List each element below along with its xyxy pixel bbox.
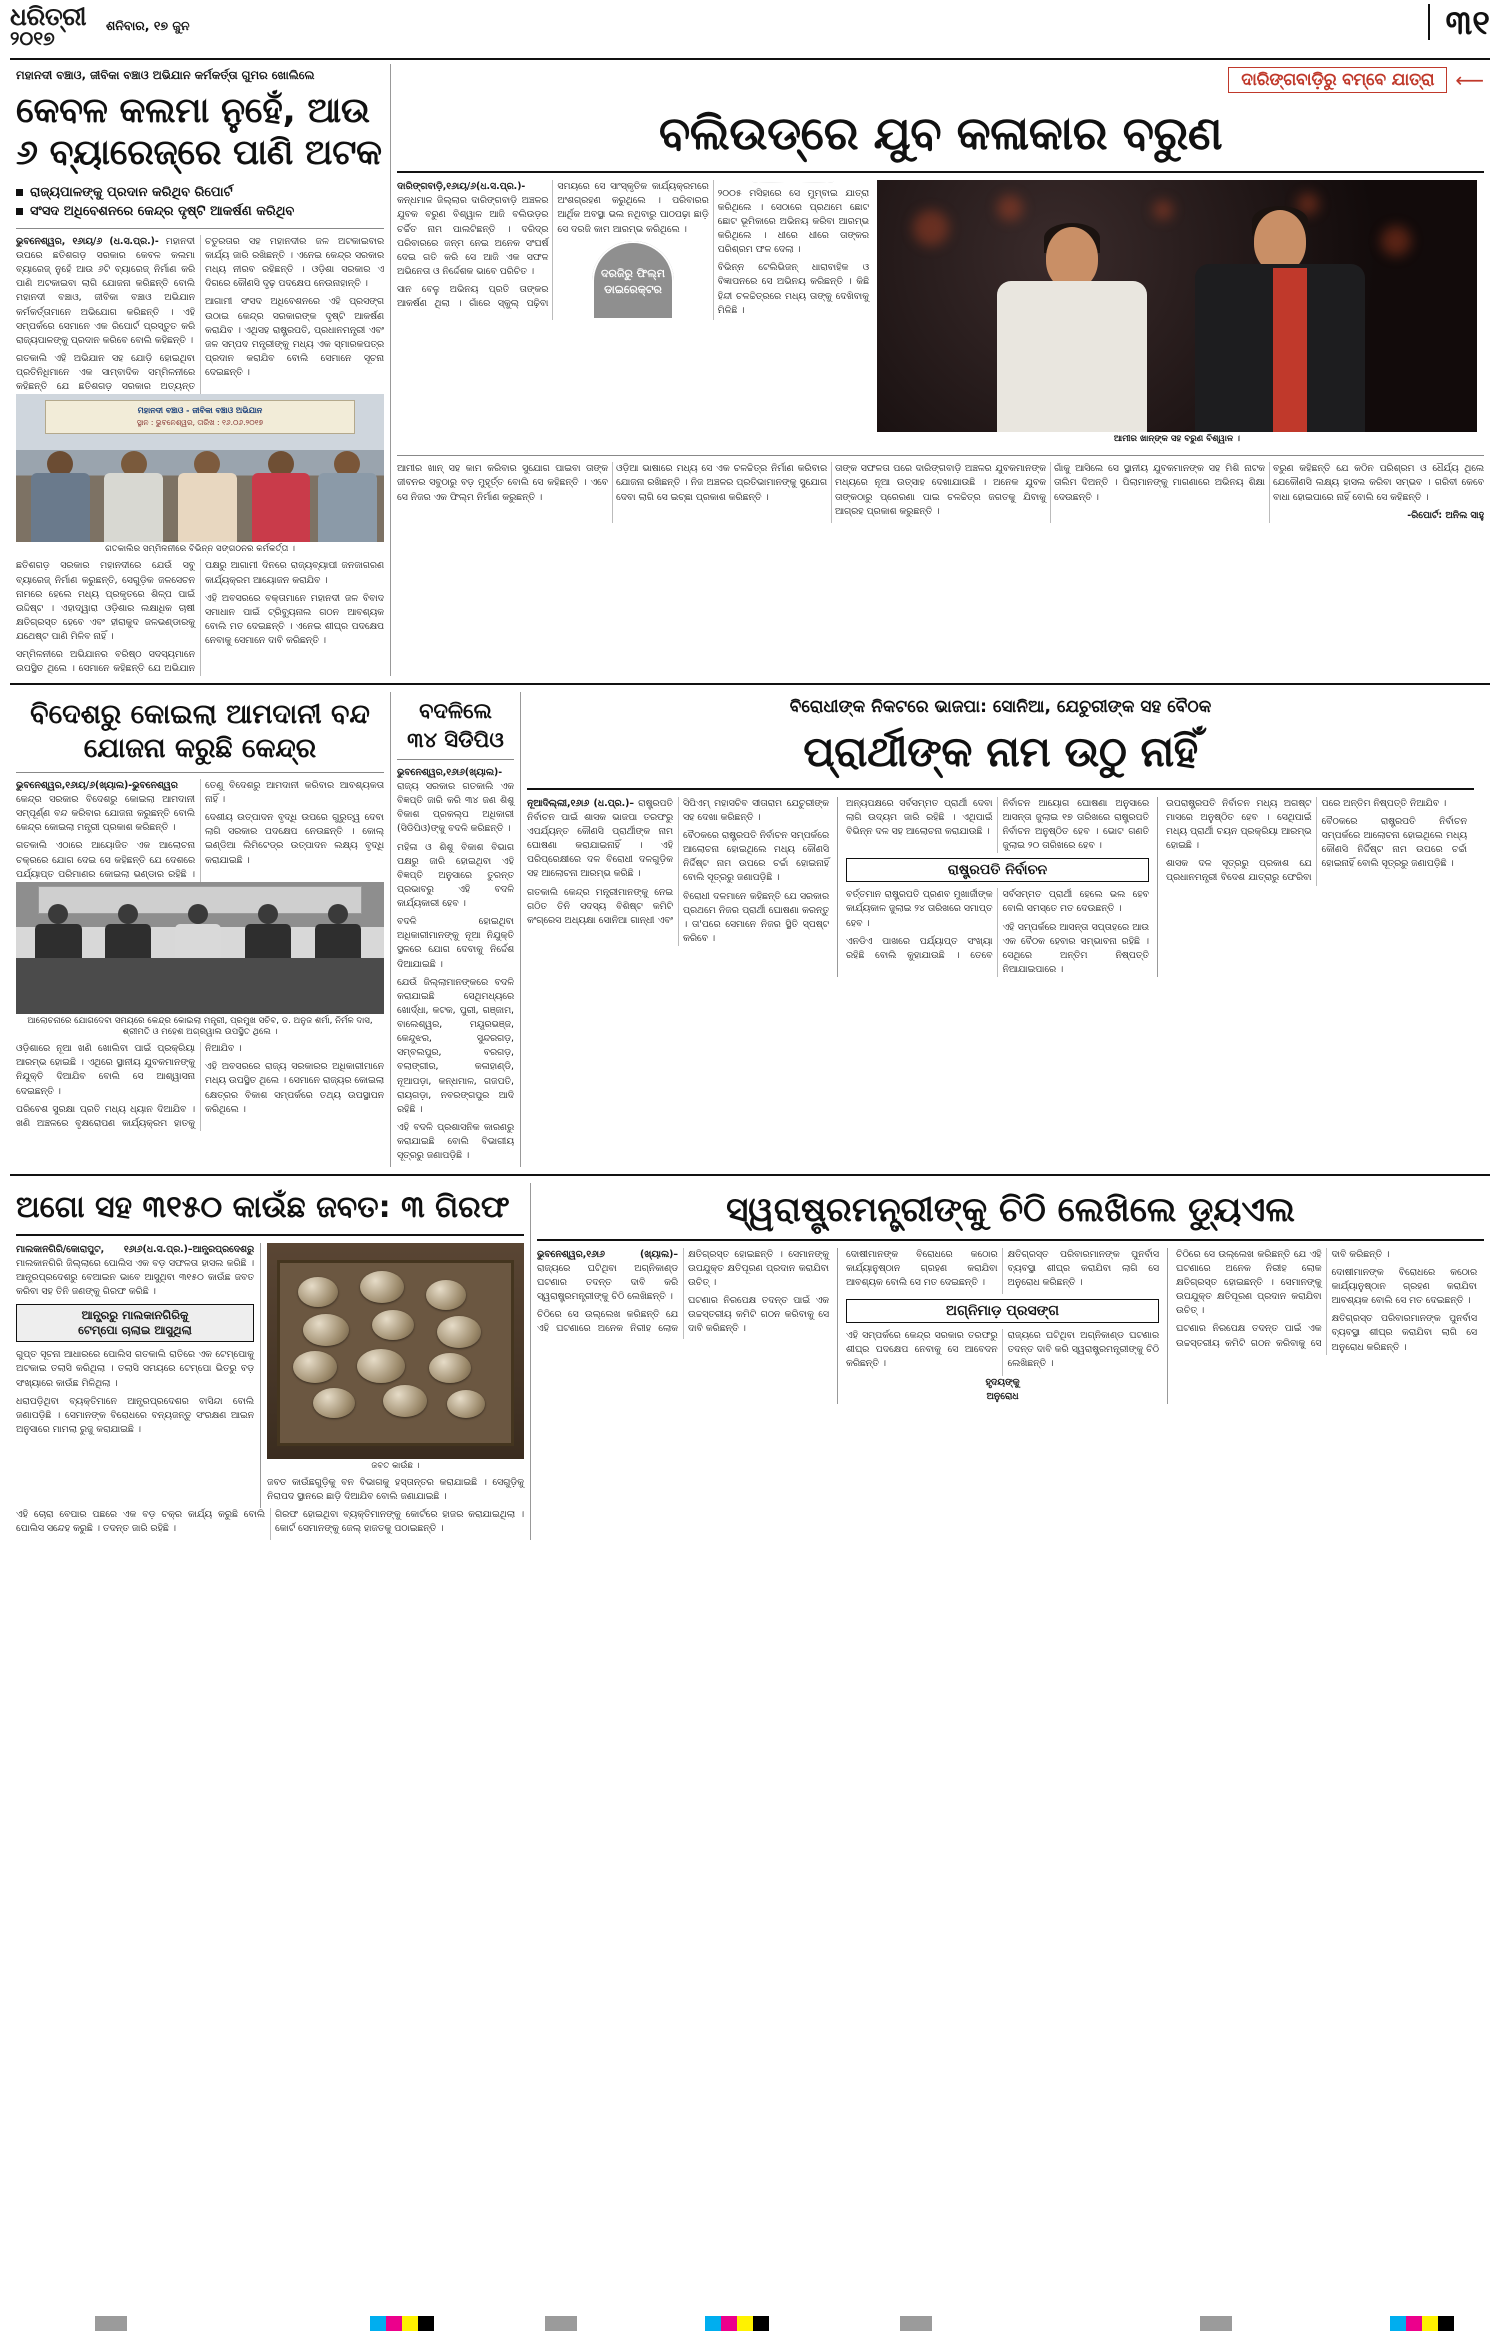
- lead-photo-caption: ଗତକାଲିର ସମ୍ମିଳନୀରେ ବିଭିନ୍ନ ସଙ୍ଗଠନର କର୍ମକର୍ତ୍ତା ।: [105, 544, 295, 555]
- bollywood-upper: [397, 180, 1484, 449]
- coal-headline: ବିଦେଶରୁ କୋଇଲା ଆମଦାନୀ ବନ୍ଦ ଯୋଜନା କରୁଛି କେନ୍ଦ୍ର: [30, 699, 370, 765]
- bollywood-body-1: ଦାରିଙ୍ଗବାଡ଼ି,୧୬ାୟ/୬(ଧ.ସ.ପ୍ର.)- କନ୍ଧମାଳ ଜିଲ୍ଲାର ଦାରିଙ୍ଗବାଡ଼ି ଅଞ୍ଚଳର ଯୁବକ ବରୁଣ ବିଶ୍ୱାଳ ଆଜି ବଲିଉଡ଼ର ଚର୍ଚ୍ଚିତ ନାମ ପାଲଟିଛନ୍ତି । ଦରିଦ୍ର ପରିବାରରେ ଜନ୍ମ ନେଇ ଅନେକ ସଂଘର୍ଷ ଦେଇ ଗତି କରି ସେ ଆଜି ଏକ ସଫଳ ଅଭିନେତା ଓ ନିର୍ଦ୍ଦେଶକ ଭାବେ ପରିଚିତ । ସାନ ବେଳୁ ଅଭିନୟ ପ୍ରତି ତାଙ୍କର ଆକର୍ଷଣ ଥିଲା । ଗାଁରେ ସ୍କୁଲ୍ ପଢ଼ିବା ସମୟରେ ସେ ସାଂସ୍କୃତିକ କାର୍ଯ୍ୟକ୍ରମରେ ଅଂଶଗ୍ରହଣ କରୁଥିଲେ । ପରିବାରର ଆର୍ଥିକ ଅବସ୍ଥା ଭଲ ନଥିବାରୁ ପାଠପଢ଼ା ଛାଡ଼ି ସେ ଦରଜି କାମ ଆରମ୍ଭ କରିଥିଲେ । ଦରଜିରୁ ଫିଲ୍ମ ଡାଇରେକ୍ଟର ୨୦୦୫ ମସିହାରେ ସେ ମୁମ୍ବାଇ ଯାତ୍ରା କରିଥିଲେ । ସେଠାରେ ପ୍ରଥମେ ଛୋଟ ଛୋଟ ଭୂମିକାରେ ଅଭିନୟ କରିବା ଆରମ୍ଭ କରିଥିଲେ । ଧୀରେ ଧୀରେ ତାଙ୍କର ପରିଶ୍ରମ ଫଳ ଦେଲା । ବିଭିନ୍ନ ଟେଲିଭିଜନ୍ ଧାରାବାହିକ ଓ ବିଜ୍ଞାପନରେ ସେ ଅଭିନୟ କରିଛନ୍ତି । କିଛି ହିନ୍ଦୀ ଚଳଚ୍ଚିତ୍ରରେ ମଧ୍ୟ ତାଙ୍କୁ ଦେଖିବାକୁ ମିଳିଛି ।: [397, 180, 869, 320]
- lead-bullets: [16, 183, 384, 222]
- bjp-body-1: ନୂଆଦିଲ୍ଲୀ,୧୬ା୬ (ଧ.ପ୍ର.)– ରାଷ୍ଟ୍ରପତି ନିର୍ବାଚନ ପାଇଁ ଶାସକ ଭାଜପା ତରଫରୁ ଏପର୍ଯ୍ୟନ୍ତ କୌଣସି ପ୍ରାର୍ଥୀଙ୍କ ନାମ ଘୋଷଣା କରାଯାଇନାହିଁ । ଏହି ପରିପ୍ରେକ୍ଷୀରେ ଦଳ ବିରୋଧୀ ଦଳଗୁଡ଼ିକ ସହ ଆଲୋଚନା ଆରମ୍ଭ କରିଛି । ଗତକାଲି କେନ୍ଦ୍ର ମନ୍ତ୍ରୀମାନଙ୍କୁ ନେଇ ଗଠିତ ତିନି ସଦସ୍ୟ ବିଶିଷ୍ଟ କମିଟି କଂଗ୍ରେସ ଅଧ୍ୟକ୍ଷା ସୋନିଆ ଗାନ୍ଧୀ ଏବଂ ସିପିଏମ୍ ମହାସଚିବ ସୀତାରାମ ଯେଚୁରୀଙ୍କ ସହ ଦେଖା କରିଛନ୍ତି । ବୈଠକରେ ରାଷ୍ଟ୍ରପତି ନିର୍ବାଚନ ସମ୍ପର୍କରେ ଆଲୋଚନା ହୋଇଥିଲେ ମଧ୍ୟ କୌଣସି ନିର୍ଦ୍ଦିଷ୍ଟ ନାମ ଉପରେ ଚର୍ଚ୍ଚା ହୋଇନାହିଁ ବୋଲି ସୂତ୍ରରୁ ଜଣାପଡ଼ିଛି । ବିରୋଧୀ ଦଳମାନେ କହିଛନ୍ତି ଯେ ସରକାର ପ୍ରଥମେ ନିଜର ପ୍ରାର୍ଥୀ ଘୋଷଣା କରନ୍ତୁ । ତା'ପରେ ସେମାନେ ନିଜର ସ୍ଥିତି ସ୍ପଷ୍ଟ କରିବେ ।: [527, 797, 829, 944]
- ammo-body-2: ଗୁପ୍ତ ସୂଚନା ଆଧାରରେ ପୋଲିସ ଗତକାଲି ରାତିରେ ଏକ ଟେମ୍ପୋକୁ ଅଟକାଇ ତଲାସି କରିଥିଲା । ତଲାସି ସମୟରେ ଟେମ୍ପୋ ଭିତରୁ ବଡ଼ ସଂଖ୍ୟାରେ କାଉଁଛ ମିଳିଥିଲା । ଧରାପଡ଼ିଥିବା ବ୍ୟକ୍ତିମାନେ ଆନ୍ଧ୍ରପ୍ରଦେଶର ବାସିନ୍ଦା ବୋଲି ଜଣାପଡ଼ିଛି । ସେମାନଙ୍କ ବିରୋଧରେ ବନ୍ୟଜନ୍ତୁ ସଂରକ୍ଷଣ ଆଇନ ଅନୁସାରେ ମାମଲା ରୁଜୁ କରାଯାଇଛି ।: [16, 1349, 255, 1435]
- bollywood-signature: -ରିପୋର୍ଟ: ଅନିଲ ସାହୁ: [1407, 509, 1484, 521]
- photo-banner: ମହାନଦୀ ବଞ୍ଚାଓ - ଜୀବିକା ବଞ୍ଚାଓ ଅଭିଯାନ ସ୍ଥାନ : ଭୁବନେଶ୍ୱର, ତାରିଖ : ୧୬.୦୬.୨୦୧୭: [45, 400, 354, 434]
- ammo-story: [10, 1183, 530, 1540]
- bjp-headline: ପ୍ରାର୍ଥୀଙ୍କ ନାମ ଉଠୁ ନାହିଁ: [803, 727, 1198, 777]
- cdpio-body: ଭୁବନେଶ୍ୱର,୧୬ା୬(ଖ୍ୟାଲ)- ରାଜ୍ୟ ସରକାର ଗତକାଲି ଏକ ବିଜ୍ଞପ୍ତି ଜାରି କରି ୩୪ ଜଣ ଶିଶୁ ବିକାଶ ପ୍ରକଲ୍ପ ଅଧିକାରୀ (ସିଡିପିଓ)ଙ୍କୁ ବଦଳି କରିଛନ୍ତି । ମହିଳା ଓ ଶିଶୁ ବିକାଶ ବିଭାଗ ପକ୍ଷରୁ ଜାରି ହୋଇଥିବା ଏହି ବିଜ୍ଞପ୍ତି ଅନୁସାରେ ତୁରନ୍ତ ପ୍ରଭାବରୁ ଏହି ବଦଳି କାର୍ଯ୍ୟକାରୀ ହେବ । ବଦଳି ହୋଇଥିବା ଅଧିକାରୀମାନଙ୍କୁ ନୂଆ ନିଯୁକ୍ତି ସ୍ଥଳରେ ଯୋଗ ଦେବାକୁ ନିର୍ଦ୍ଦେଶ ଦିଆଯାଇଛି । ଯେଉଁ ଜିଲ୍ଲାମାନଙ୍କରେ ବଦଳି କରାଯାଇଛି ସେଥିମଧ୍ୟରେ ଖୋର୍ଦ୍ଧା, କଟକ, ପୁରୀ, ଗଞ୍ଜାମ, ବାଲେଶ୍ୱର, ମୟୂରଭଞ୍ଜ, କେନ୍ଦୁଝର, ସୁନ୍ଦରଗଡ଼, ସମ୍ବଲପୁର, ବରଗଡ଼, ବଲାଙ୍ଗୀର, କଳାହାଣ୍ଡି, ନୂଆପଡ଼ା, କନ୍ଧମାଳ, ଗଜପତି, ରାୟଗଡ଼ା, ନବରଙ୍ଗପୁର ଆଦି ରହିଛି । ଏହି ବଦଳି ପ୍ରଶାସନିକ କାରଣରୁ କରାଯାଇଛି ବୋଲି ବିଭାଗୀୟ ସୂତ୍ରରୁ ଜଣାପଡ଼ିଛି ।: [397, 766, 514, 1162]
- bjp-dateline: ନୂଆଦିଲ୍ଲୀ,୧୬ା୬ (ଧ.ପ୍ର.)–: [527, 797, 635, 809]
- lead-kicker: ମହାନଦୀ ବଞ୍ଚାଓ, ଜୀବିକା ବଞ୍ଚାଓ ଅଭିଯାନ କର୍ମକର୍ତ୍ତା ଗୁମର ଖୋଲିଲେ: [16, 68, 315, 82]
- bollywood-photo: [877, 180, 1477, 432]
- bollywood-dateline: ଦାରିଙ୍ଗବାଡ଼ି,୧୬ାୟ/୬(ଧ.ସ.ପ୍ର.)-: [397, 181, 526, 193]
- logo-year: ୨୦୧୭: [10, 28, 55, 50]
- page-number: ୩୧: [1428, 4, 1490, 40]
- letter-body-2: ଦୋଷୀମାନଙ୍କ ବିରୋଧରେ କଠୋର କାର୍ଯ୍ୟାନୁଷ୍ଠାନ ଗ୍ରହଣ କରାଯିବା ଆବଶ୍ୟକ ବୋଲି ସେ ମତ ଦେଇଛନ୍ତି । କ୍ଷତିଗ୍ରସ୍ତ ପରିବାରମାନଙ୍କ ପୁନର୍ବାସ ବ୍ୟବସ୍ଥା ଶୀଘ୍ର କରାଯିବା ଲାଗି ସେ ଅନୁରୋଧ କରିଛନ୍ତି ।: [846, 1248, 1159, 1289]
- bollywood-photo-caption: ଆମୀର ଖାନ୍‌ଙ୍କ ସହ ବରୁଣ ବିଶ୍ୱାଳ ।: [1113, 434, 1241, 445]
- lead-bullet-2: ସଂସଦ ଅଧିବେଶନରେ କେନ୍ଦ୍ର ଦୃଷ୍ଟି ଆକର୍ଷଣ କରିଥିବ: [16, 202, 384, 222]
- arrow-left-icon: ⟵: [1455, 68, 1484, 92]
- letter-body-1: ଭୁବନେଶ୍ୱର,୧୬ା୬ (ଖ୍ୟାଲ)– ରାଜ୍ୟରେ ଘଟିଥିବା ଅଗ୍ନିକାଣ୍ଡ ଘଟଣାର ତଦନ୍ତ ଦାବି କରି ସ୍ୱରାଷ୍ଟ୍ରମନ୍ତ୍ରୀଙ୍କୁ ଚିଠି ଲେଖିଛନ୍ତି । ଚିଠିରେ ସେ ଉଲ୍ଲେଖ କରିଛନ୍ତି ଯେ ଏହି ଘଟଣାରେ ଅନେକ ନିରୀହ ଲୋକ କ୍ଷତିଗ୍ରସ୍ତ ହୋଇଛନ୍ତି । ସେମାନଙ୍କୁ ଉପଯୁକ୍ତ କ୍ଷତିପୂରଣ ପ୍ରଦାନ କରାଯିବା ଉଚିତ୍ । ଘଟଣାର ନିରପେକ୍ଷ ତଦନ୍ତ ପାଇଁ ଏକ ଉଚ୍ଚସ୍ତରୀୟ କମିଟି ଗଠନ କରିବାକୁ ସେ ଦାବି କରିଛନ୍ତି ।: [537, 1248, 829, 1335]
- bjp-body-2: ଅନ୍ୟପକ୍ଷରେ ସର୍ବସମ୍ମତ ପ୍ରାର୍ଥୀ ଦେବା ଲାଗି ଉଦ୍ୟମ ଜାରି ରହିଛି । ଏଥିପାଇଁ ବିଭିନ୍ନ ଦଳ ସହ ଆଲୋଚନା କରାଯାଉଛି । ନିର୍ବାଚନ ଆୟୋଗ ଘୋଷଣା ଅନୁସାରେ ଆସନ୍ତା ଜୁଲାଇ ୧୭ ତାରିଖରେ ରାଷ୍ଟ୍ରପତି ନିର୍ବାଚନ ଅନୁଷ୍ଠିତ ହେବ । ଭୋଟ ଗଣତି ଜୁଲାଇ ୨୦ ତାରିଖରେ ହେବ ।: [846, 797, 1149, 852]
- cdpio-headline-1: ବଦଳିଲେ: [419, 699, 492, 724]
- letter-signoff: ହୃଦୟଙ୍କୁ ଅନୁରୋଧ: [985, 1376, 1020, 1402]
- ribbon-label: ଦାରିଙ୍ଗବାଡ଼ିରୁ ବମ୍ବେ ଯାତ୍ରା: [1228, 67, 1447, 93]
- lead-body-top: ଭୁବନେଶ୍ୱର, ୧୬ାୟ/୬ (ଧ.ସ.ପ୍ର.)- ମହାନଦୀ ଉପରେ ଛତିଶଗଡ଼ ସରକାର କେବଳ କଲମା ବ୍ୟାରେଜ୍ ନୁହେଁ ଆଉ ୬ଟି ବ୍ୟାରେଜ୍ ନିର୍ମାଣ କରି ପାଣି ଅଟକାଇବା ଲାଗି ଯୋଜନା କରିଛନ୍ତି ବୋଲି ମହାନଦୀ ବଞ୍ଚାଓ, ଜୀବିକା ବଞ୍ଚାଓ ଅଭିଯାନ କର୍ମକର୍ତ୍ତାମାନେ ଅଭିଯୋଗ କରିଛନ୍ତି । ଏହି ସମ୍ପର୍କରେ ସେମାନେ ଏକ ରିପୋର୍ଟ ପ୍ରସ୍ତୁତ କରି ରାଜ୍ୟପାଳଙ୍କୁ ପ୍ରଦାନ କରିବେ ବୋଲି କହିଛନ୍ତି । ଗତକାଲି ଏହି ଅଭିଯାନ ସହ ଯୋଡ଼ି ହୋଇଥିବା ପ୍ରତିନିଧିମାନେ ଏକ ସାମ୍ବାଦିକ ସମ୍ମିଳନୀରେ କହିଛନ୍ତି ଯେ ଛତିଶଗଡ଼ ସରକାର ଅତ୍ୟନ୍ତ ଚତୁରତାର ସହ ମହାନଦୀର ଜଳ ଅଟକାଇବାର କାର୍ଯ୍ୟ ଜାରି ରଖିଛନ୍ତି । ଏନେଇ କେନ୍ଦ୍ର ସରକାର ମଧ୍ୟ ନୀରବ ରହିଛନ୍ତି । ଓଡ଼ିଶା ସରକାର ଏ ଦିଗରେ କୌଣସି ଦୃଢ଼ ପଦକ୍ଷେପ ନେଉନାହାନ୍ତି । ଆଗାମୀ ସଂସଦ ଅଧିବେଶନରେ ଏହି ପ୍ରସଙ୍ଗ ଉଠାଇ କେନ୍ଦ୍ର ସରକାରଙ୍କ ଦୃଷ୍ଟି ଆକର୍ଷଣ କରାଯିବ । ଏଥିସହ ରାଷ୍ଟ୍ରପତି, ପ୍ରଧାନମନ୍ତ୍ରୀ ଏବଂ ଜଳ ସମ୍ପଦ ମନ୍ତ୍ରୀଙ୍କୁ ମଧ୍ୟ ଏକ ସ୍ମାରକପତ୍ର ପ୍ରଦାନ କରାଯିବ ବୋଲି ସେମାନେ ସୂଚନା ଦେଇଛନ୍ତି ।: [16, 235, 384, 393]
- lead-headline: କେବଳ କଲମା ନୁହେଁ, ଆଉ ୬ ବ୍ୟାରେଜ୍‌ରେ ପାଣି ଅଟକ: [16, 90, 382, 174]
- letter-story: [530, 1183, 1490, 1540]
- bollywood-body-2: ଆମୀର ଖାନ୍ ସହ କାମ କରିବାର ସୁଯୋଗ ପାଇବା ତାଙ୍କ ଜୀବନର ସବୁଠାରୁ ବଡ଼ ମୁହୂର୍ତ୍ତ ବୋଲି ସେ କହିଛନ୍ତି । ଏବେ ସେ ନିଜର ଏକ ଫିଲ୍ମ ନିର୍ମାଣ କରୁଛନ୍ତି । ଓଡ଼ିଆ ଭାଷାରେ ମଧ୍ୟ ସେ ଏକ ଚଳଚ୍ଚିତ୍ର ନିର୍ମାଣ କରିବାର ଯୋଜନା ରଖିଛନ୍ତି । ନିଜ ଅଞ୍ଚଳର ପ୍ରତିଭାମାନଙ୍କୁ ସୁଯୋଗ ଦେବା ଲାଗି ସେ ଇଚ୍ଛା ପ୍ରକାଶ କରିଛନ୍ତି । ତାଙ୍କ ସଫଳତା ପରେ ଦାରିଙ୍ଗବାଡ଼ି ଅଞ୍ଚଳର ଯୁବକମାନଙ୍କ ମଧ୍ୟରେ ନୂଆ ଉତ୍ସାହ ଦେଖାଯାଉଛି । ଅନେକ ଯୁବକ ତାଙ୍କଠାରୁ ପ୍ରେରଣା ପାଇ ଚଳଚ୍ଚିତ୍ର ଜଗତକୁ ଯିବାକୁ ଆଗ୍ରହ ପ୍ରକାଶ କରୁଛନ୍ତି । ଗାଁକୁ ଆସିଲେ ସେ ସ୍ଥାନୀୟ ଯୁବକମାନଙ୍କ ସହ ମିଶି ନାଟକ ତାଲିମ ଦିଅନ୍ତି । ପିଲାମାନଙ୍କୁ ମାଗଣାରେ ଅଭିନୟ ଶିକ୍ଷା ଦେଉଛନ୍ତି । ବରୁଣ କହିଛନ୍ତି ଯେ କଠିନ ପରିଶ୍ରମ ଓ ଧୈର୍ଯ୍ୟ ଥିଲେ ଯେକୌଣସି ଲକ୍ଷ୍ୟ ହାସଲ କରିବା ସମ୍ଭବ । ଗରିବୀ କେବେ ବାଧା ହୋଇପାରେ ନାହିଁ ବୋଲି ସେ କହିଛନ୍ତି । -ରିପୋର୍ଟ: ଅନିଲ ସାହୁ: [397, 462, 1484, 523]
- masthead: [10, 0, 1490, 56]
- bollywood-story: [390, 64, 1490, 676]
- letter-subhead: ଅଗ୍ନିମାଡ଼ ପ୍ରସଙ୍ଗ: [846, 1299, 1159, 1323]
- logo-title: ଧରିତ୍ରୀ: [10, 2, 87, 31]
- bjp-story: [520, 692, 1480, 1167]
- middle-section: [10, 692, 1490, 1167]
- cdpio-dateline: ଭୁବନେଶ୍ୱର,୧୬ା୬(ଖ୍ୟାଲ)-: [397, 766, 503, 778]
- ammo-photo-caption: ଜବତ କାଉଁଛ ।: [371, 1460, 420, 1471]
- ammo-headline: ଅଗୋ ସହ ୩୧୫୦ କାଉଁଛ ଜବତ: ୩ ଗିରଫ: [16, 1190, 510, 1226]
- lead-photo: [16, 394, 384, 542]
- story-badge: ଦରଜିରୁ ଫିଲ୍ମ ଡାଇରେକ୍ଟର: [592, 180, 834, 320]
- coal-body-top: ଭୁବନେଶ୍ୱର,୧୬ାୟ/୬(ଖ୍ୟାଲ)-ଭୁବନେଶ୍ୱର କେନ୍ଦ୍ର ସରକାର ବିଦେଶରୁ କୋଇଲା ଆମଦାନୀ ସମ୍ପୂର୍ଣ୍ଣ ବନ୍ଦ କରିବାର ଯୋଜନା କରୁଛନ୍ତି ବୋଲି କେନ୍ଦ୍ର କୋଇଲା ମନ୍ତ୍ରୀ ପ୍ରକାଶ କରିଛନ୍ତି । ଗତକାଲି ଏଠାରେ ଆୟୋଜିତ ଏକ ଆଲୋଚନା ଚକ୍ରରେ ଯୋଗ ଦେଇ ସେ କହିଛନ୍ତି ଯେ ଦେଶରେ ପର୍ଯ୍ୟାପ୍ତ ପରିମାଣର କୋଇଲା ଭଣ୍ଡାର ରହିଛି । ତେଣୁ ବିଦେଶରୁ ଆମଦାନୀ କରିବାର ଆବଶ୍ୟକତା ନାହିଁ । ଦେଶୀୟ ଉତ୍ପାଦନ ବୃଦ୍ଧି ଉପରେ ଗୁରୁତ୍ୱ ଦେବା ଲାଗି ସରକାର ପଦକ୍ଷେପ ନେଉଛନ୍ତି । କୋଲ୍ ଇଣ୍ଡିଆ ଲିମିଟେଡ୍‌ର ଉତ୍ପାଦନ ଲକ୍ଷ୍ୟ ବୃଦ୍ଧି କରାଯାଇଛି ।: [16, 779, 384, 880]
- coal-body-bottom: ଓଡ଼ିଶାରେ ନୂଆ ଖଣି ଖୋଲିବା ପାଇଁ ପ୍ରକ୍ରିୟା ଆରମ୍ଭ ହୋଇଛି । ଏଥିରେ ସ୍ଥାନୀୟ ଯୁବକମାନଙ୍କୁ ନିଯୁକ୍ତି ଦିଆଯିବ ବୋଲି ସେ ଆଶ୍ୱାସନା ଦେଇଛନ୍ତି । ପରିବେଶ ସୁରକ୍ଷା ପ୍ରତି ମଧ୍ୟ ଧ୍ୟାନ ଦିଆଯିବ । ଖଣି ଅଞ୍ଚଳରେ ବୃକ୍ଷରୋପଣ କାର୍ଯ୍ୟକ୍ରମ ହାତକୁ ନିଆଯିବ । ଏହି ଅବସରରେ ରାଜ୍ୟ ସରକାରର ଅଧିକାରୀମାନେ ମଧ୍ୟ ଉପସ୍ଥିତ ଥିଲେ । ସେମାନେ ରାଜ୍ୟର କୋଇଲା କ୍ଷେତ୍ରର ବିକାଶ ସମ୍ପର୍କରେ ତଥ୍ୟ ଉପସ୍ଥାପନ କରିଥିଲେ ।: [16, 1043, 384, 1129]
- letter-dateline: ଭୁବନେଶ୍ୱର,୧୬ା୬ (ଖ୍ୟାଲ)–: [537, 1248, 678, 1260]
- letter-body-4: ଚିଠିରେ ସେ ଉଲ୍ଲେଖ କରିଛନ୍ତି ଯେ ଏହି ଘଟଣାରେ ଅନେକ ନିରୀହ ଲୋକ କ୍ଷତିଗ୍ରସ୍ତ ହୋଇଛନ୍ତି । ସେମାନଙ୍କୁ ଉପଯୁକ୍ତ କ୍ଷତିପୂରଣ ପ୍ରଦାନ କରାଯିବା ଉଚିତ୍ । ଘଟଣାର ନିରପେକ୍ଷ ତଦନ୍ତ ପାଇଁ ଏକ ଉଚ୍ଚସ୍ତରୀୟ କମିଟି ଗଠନ କରିବାକୁ ସେ ଦାବି କରିଛନ୍ତି । ଦୋଷୀମାନଙ୍କ ବିରୋଧରେ କଠୋର କାର୍ଯ୍ୟାନୁଷ୍ଠାନ ଗ୍ରହଣ କରାଯିବା ଆବଶ୍ୟକ ବୋଲି ସେ ମତ ଦେଇଛନ୍ତି । କ୍ଷତିଗ୍ରସ୍ତ ପରିବାରମାନଙ୍କ ପୁନର୍ବାସ ବ୍ୟବସ୍ଥା ଶୀଘ୍ର କରାଯିବା ଲାଗି ସେ ଅନୁରୋଧ କରିଛନ୍ତି ।: [1176, 1248, 1477, 1353]
- newspaper-logo: [10, 4, 96, 50]
- letter-headline: ସ୍ୱରାଷ୍ଟ୍ରମନ୍ତ୍ରୀଙ୍କୁ ଚିଠି ଲେଖିଲେ ଡ୍ୟୁଏଲ: [726, 1190, 1295, 1231]
- ammo-body-1: ମାଲକାନଗିରି/କୋରାପୁଟ, ୧୬ା୬(ଧ.ସ.ପ୍ର.)–ଆନ୍ଧ୍ରପ୍ରଦେଶରୁ ମାଲକାନଗିରି ଜିଲ୍ଲାରେ ପୋଲିସ ଏକ ବଡ଼ ସଫଳତା ହାସଲ କରିଛି । ଆନ୍ଧ୍ରପ୍ରଦେଶରୁ ବେଆଇନ ଭାବେ ଆସୁଥିବା ୩୧୫୦ କାଉଁଛ ଜବତ କରିବା ସହ ତିନି ଜଣଙ୍କୁ ଗିରଫ କରିଛି ।: [16, 1243, 255, 1298]
- coal-photo: [16, 882, 384, 1014]
- bjp-kicker: ବିରୋଧୀଙ୍କ ନିକଟରେ ଭାଜପା: ସୋନିଆ, ଯେଚୁରୀଙ୍କ ସହ ବୈଠକ: [789, 697, 1212, 718]
- lead-bullet-1: ରାଜ୍ୟପାଳଙ୍କୁ ପ୍ରଦାନ କରିଥିବ ରିପୋର୍ଟ: [16, 183, 384, 203]
- letter-body-3: ଏହି ସମ୍ପର୍କରେ କେନ୍ଦ୍ର ସରକାର ତରଫରୁ ଶୀଘ୍ର ପଦକ୍ଷେପ ନେବାକୁ ସେ ଆବେଦନ କରିଛନ୍ତି । ରାଜ୍ୟରେ ଘଟିଥିବା ଅଗ୍ନିକାଣ୍ଡ ଘଟଣାର ତଦନ୍ତ ଦାବି କରି ସ୍ୱରାଷ୍ଟ୍ରମନ୍ତ୍ରୀଙ୍କୁ ଚିଠି ଲେଖିଛନ୍ତି ।: [846, 1330, 1159, 1370]
- lead-dateline: ଭୁବନେଶ୍ୱର, ୧୬ାୟ/୬ (ଧ.ସ.ପ୍ର.)-: [16, 235, 159, 247]
- ammo-body-3: ଜବତ କାଉଁଛଗୁଡ଼ିକୁ ବନ ବିଭାଗକୁ ହସ୍ତାନ୍ତର କରାଯାଇଛି । ସେଗୁଡ଼ିକୁ ନିରାପଦ ସ୍ଥାନରେ ଛାଡ଼ି ଦିଆଯିବ ବୋଲି ଜଣାଯାଇଛି ।: [267, 1476, 524, 1503]
- bjp-body-4: ଉପରାଷ୍ଟ୍ରପତି ନିର୍ବାଚନ ମଧ୍ୟ ଅଗଷ୍ଟ ମାସରେ ଅନୁଷ୍ଠିତ ହେବ । ସେଥିପାଇଁ ମଧ୍ୟ ପ୍ରାର୍ଥୀ ଚୟନ ପ୍ରକ୍ରିୟା ଆରମ୍ଭ ହୋଇଛି । ଶାସକ ଦଳ ସୂତ୍ରରୁ ପ୍ରକାଶ ଯେ ପ୍ରଧାନମନ୍ତ୍ରୀ ବିଦେଶ ଯାତ୍ରାରୁ ଫେରିବା ପରେ ଅନ୍ତିମ ନିଷ୍ପତ୍ତି ନିଆଯିବ । ବୈଠକରେ ରାଷ୍ଟ୍ରପତି ନିର୍ବାଚନ ସମ୍ପର୍କରେ ଆଲୋଚନା ହୋଇଥିଲେ ମଧ୍ୟ କୌଣସି ନିର୍ଦ୍ଦିଷ୍ଟ ନାମ ଉପରେ ଚର୍ଚ୍ଚା ହୋଇନାହିଁ ବୋଲି ସୂତ୍ରରୁ ଜଣାପଡ଼ିଛି ।: [1166, 797, 1467, 884]
- bjp-subhead: ରାଷ୍ଟ୍ରପତି ନିର୍ବାଚନ: [846, 858, 1149, 882]
- cdpio-story: [390, 692, 520, 1167]
- publication-date: ଶନିବାର, ୧୭ ଜୁନ: [106, 18, 190, 33]
- ammo-photo: [267, 1243, 524, 1459]
- lead-story: [10, 64, 390, 676]
- bollywood-ribbon: [397, 64, 1484, 98]
- cdpio-headline-2: ୩୪ ସିଡିପିଓ: [407, 727, 504, 752]
- bjp-body-3: ବର୍ତ୍ତମାନ ରାଷ୍ଟ୍ରପତି ପ୍ରଣବ ମୁଖାର୍ଜୀଙ୍କ କାର୍ଯ୍ୟକାଳ ଜୁଲାଇ ୨୪ ତାରିଖରେ ସମାପ୍ତ ହେବ । ଏନଡିଏ ପାଖରେ ପର୍ଯ୍ୟାପ୍ତ ସଂଖ୍ୟା ରହିଛି ବୋଲି କୁହାଯାଉଛି । ତେବେ ସର୍ବସମ୍ମତ ପ୍ରାର୍ଥୀ ହେଲେ ଭଲ ହେବ ବୋଲି ସମସ୍ତେ ମତ ଦେଉଛନ୍ତି । ଏହି ସମ୍ପର୍କରେ ଆସନ୍ତା ସପ୍ତାହରେ ଆଉ ଏକ ବୈଠକ ହେବାର ସମ୍ଭାବନା ରହିଛି । ସେଥିରେ ଅନ୍ତିମ ନିଷ୍ପତ୍ତି ନିଆଯାଇପାରେ ।: [846, 889, 1149, 975]
- lead-body-bottom: ଛତିଶଗଡ଼ ସରକାର ମହାନଦୀରେ ଯେଉଁ ସବୁ ବ୍ୟାରେଜ୍ ନିର୍ମାଣ କରୁଛନ୍ତି, ସେଗୁଡ଼ିକ ଜଳସେଚନ ନାମରେ ହେଲେ ମଧ୍ୟ ପ୍ରକୃତରେ ଶିଳ୍ପ ପାଇଁ ଉଦ୍ଦିଷ୍ଟ । ଏହାଦ୍ୱାରା ଓଡ଼ିଶାର ଲକ୍ଷାଧିକ ଚାଷୀ କ୍ଷତିଗ୍ରସ୍ତ ହେବେ ଏବଂ ହୀରାକୁଦ ଜଳଭଣ୍ଡାରକୁ ଯଥେଷ୍ଟ ପାଣି ମିଳିବ ନାହିଁ । ସମ୍ମିଳନୀରେ ଅଭିଯାନର ବରିଷ୍ଠ ସଦସ୍ୟମାନେ ଉପସ୍ଥିତ ଥିଲେ । ସେମାନେ କହିଛନ୍ତି ଯେ ଅଭିଯାନ ପକ୍ଷରୁ ଆଗାମୀ ଦିନରେ ରାଜ୍ୟବ୍ୟାପୀ ଜନଜାଗରଣ କାର୍ଯ୍ୟକ୍ରମ ଆୟୋଜନ କରାଯିବ । ଏହି ଅବସରରେ ବକ୍ତାମାନେ ମହାନଦୀ ଜଳ ବିବାଦ ସମାଧାନ ପାଇଁ ଟ୍ରିବ୍ୟୁନାଲ ଗଠନ ଆବଶ୍ୟକ ବୋଲି ମତ ଦେଇଛନ୍ତି । ଏନେଇ ଶୀଘ୍ର ପଦକ୍ଷେପ ନେବାକୁ ସେମାନେ ଦାବି କରିଛନ୍ତି ।: [16, 560, 384, 675]
- ammo-inset-caption: ଆନ୍ଧ୍ରରୁ ମାଲକାନଗିରିକୁ ଟେମ୍ପୋ ଚାଲାଇ ଆସୁଥିଲା: [16, 1304, 254, 1342]
- print-registration-bars: [0, 2313, 1500, 2335]
- coal-dateline: ଭୁବନେଶ୍ୱର,୧୬ାୟ/୬(ଖ୍ୟାଲ)-ଭୁବନେଶ୍ୱର: [16, 779, 178, 791]
- ammo-body-4: ଏହି ଚୋରା ବେପାର ପଛରେ ଏକ ବଡ଼ ଚକ୍ର କାର୍ଯ୍ୟ କରୁଛି ବୋଲି ପୋଲିସ ସନ୍ଦେହ କରୁଛି । ତଦନ୍ତ ଜାରି ରହିଛି । ଗିରଫ ହୋଇଥିବା ବ୍ୟକ୍ତିମାନଙ୍କୁ କୋର୍ଟରେ ହାଜର କରାଯାଇଥିଲା । କୋର୍ଟ ସେମାନଙ୍କୁ ଜେଲ୍ ହାଜତକୁ ପଠାଇଛନ୍ତି ।: [16, 1509, 524, 1535]
- ammo-dateline: ମାଲକାନଗିରି/କୋରାପୁଟ, ୧୬ା୬(ଧ.ସ.ପ୍ର.)–ଆନ୍ଧ୍ରପ୍ରଦେଶରୁ: [16, 1243, 255, 1255]
- bottom-section: [10, 1183, 1490, 1540]
- masthead-divider: [10, 58, 1490, 60]
- top-section: [10, 64, 1490, 676]
- coal-story: [10, 692, 390, 1167]
- coal-photo-caption: ଆଲୋଚନାରେ ଯୋଗଦେବା ସମୟରେ କେନ୍ଦ୍ର କୋଇଲା ମନ୍ତ୍ରୀ, ପ୍ରମୁଖ ସଚିବ, ଡ. ଅନୁଜ ଶର୍ମା, ନିର୍ମଳ ଦାସ, ଶ୍ରୀମତି ଓ ମହେଶ ଅଗ୍ରୱାଲ ଉପସ୍ଥିତ ଥିଲେ ।: [27, 1015, 373, 1037]
- bollywood-headline: ବଲିଉଡ୍‌ରେ ଯୁବ କଳାକାର ବରୁଣ: [658, 106, 1223, 160]
